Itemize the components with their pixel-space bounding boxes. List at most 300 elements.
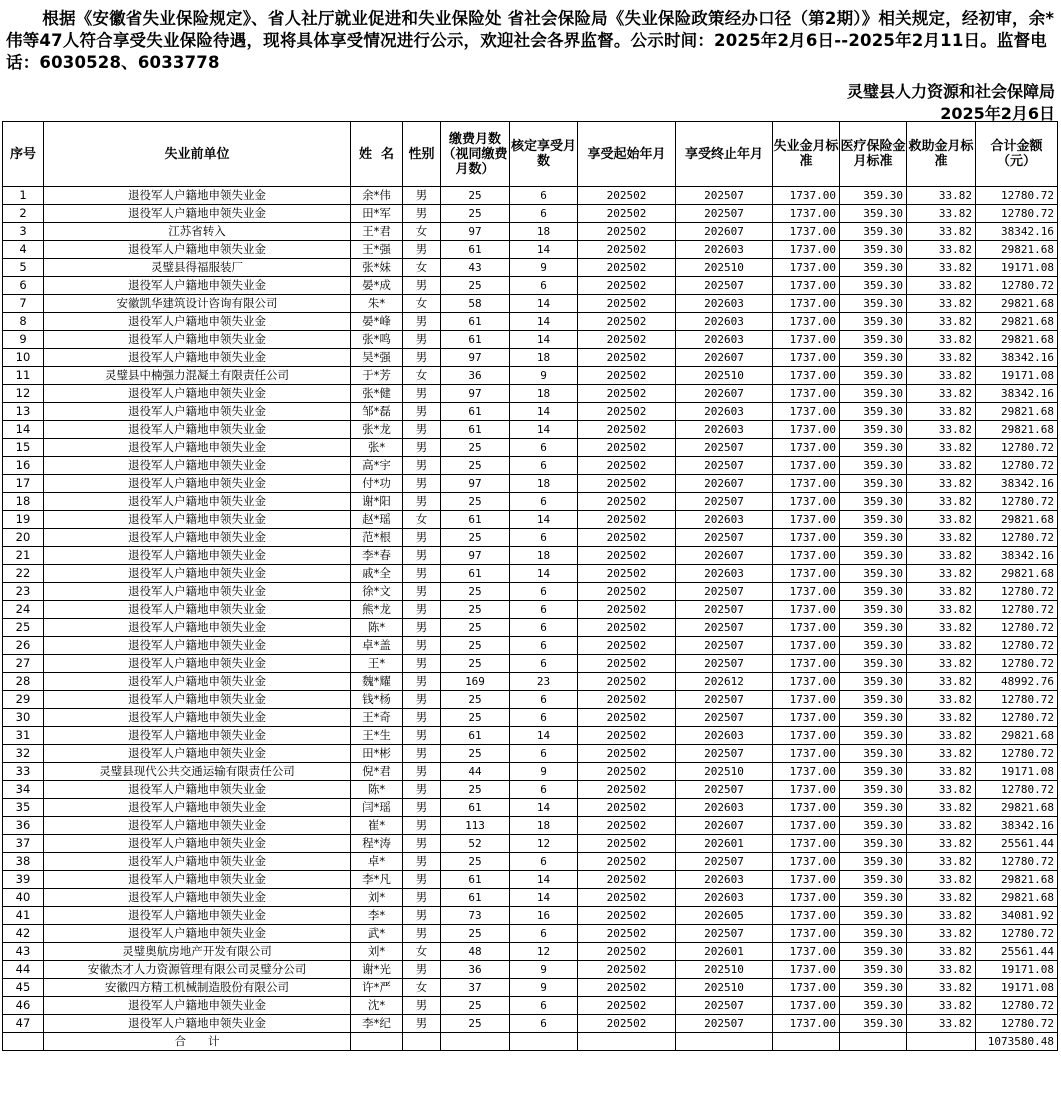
cell-end-month: 202603 — [676, 421, 773, 439]
cell-index: 24 — [3, 601, 44, 619]
cell-total-amount: 38342.16 — [976, 385, 1058, 403]
cell-former-employer: 退役军人户籍地申领失业金 — [44, 187, 351, 205]
cell-former-employer: 灵璧县得福服装厂 — [44, 259, 351, 277]
cell-total-amount: 29821.68 — [976, 727, 1058, 745]
cell-relief-standard: 33.82 — [907, 943, 976, 961]
cell-relief-standard: 33.82 — [907, 187, 976, 205]
cell-index: 42 — [3, 925, 44, 943]
cell-end-month: 202603 — [676, 799, 773, 817]
cell-benefit-standard: 1737.00 — [773, 781, 840, 799]
cell-former-employer: 灵璧奥航房地产开发有限公司 — [44, 943, 351, 961]
cell-former-employer: 退役军人户籍地申领失业金 — [44, 439, 351, 457]
cell-contribution-months: 73 — [441, 907, 510, 925]
cell-gender: 男 — [403, 493, 441, 511]
cell-total-amount: 12780.72 — [976, 745, 1058, 763]
notice-text: 根据《安徽省失业保险规定》、省人社厅就业促进和失业保险处 省社会保险局《失业保险政策经办口径（第2期）》相关规定，经初审，余*伟等47人符合享受失业保险待遇，现将具体享受情况进行公示，欢迎社会各界监督。公示时间：2025年2月6日--2025年2月11日。监督电话：6030528、6033778 — [6, 9, 1055, 72]
cell-medical-standard: 359.30 — [840, 799, 907, 817]
cell-gender: 男 — [403, 385, 441, 403]
cell-start-month: 202502 — [578, 961, 676, 979]
cell-former-employer: 退役军人户籍地申领失业金 — [44, 835, 351, 853]
cell-end-month: 202507 — [676, 619, 773, 637]
table-row — [3, 331, 1058, 349]
cell-relief-standard: 33.82 — [907, 457, 976, 475]
cell-former-employer: 江苏省转入 — [44, 223, 351, 241]
table-row — [3, 313, 1058, 331]
cell-index: 44 — [3, 961, 44, 979]
table-row — [3, 475, 1058, 493]
cell-relief-standard: 33.82 — [907, 835, 976, 853]
cell-total-amount: 12780.72 — [976, 1015, 1058, 1033]
cell-medical-standard: 359.30 — [840, 727, 907, 745]
cell-name: 赵*瑶 — [351, 511, 403, 529]
cell-name: 谢*阳 — [351, 493, 403, 511]
cell-approved-months: 6 — [510, 457, 578, 475]
cell-name: 崔* — [351, 817, 403, 835]
cell-medical-standard: 359.30 — [840, 457, 907, 475]
cell-medical-standard: 359.30 — [840, 925, 907, 943]
cell-gender: 男 — [403, 727, 441, 745]
cell-former-employer: 退役军人户籍地申领失业金 — [44, 313, 351, 331]
cell-name: 徐*文 — [351, 583, 403, 601]
cell-end-month: 202507 — [676, 637, 773, 655]
cell-index: 41 — [3, 907, 44, 925]
cell-relief-standard: 33.82 — [907, 547, 976, 565]
cell-approved-months: 6 — [510, 583, 578, 601]
cell-medical-standard: 359.30 — [840, 295, 907, 313]
cell-medical-standard: 359.30 — [840, 493, 907, 511]
header-benefit-standard: 失业金月标准 — [773, 122, 840, 187]
cell-former-employer: 退役军人户籍地申领失业金 — [44, 727, 351, 745]
cell-contribution-months: 61 — [441, 727, 510, 745]
cell-index: 25 — [3, 619, 44, 637]
cell-medical-standard: 359.30 — [840, 601, 907, 619]
cell-contribution-months: 36 — [441, 367, 510, 385]
cell-approved-months: 14 — [510, 889, 578, 907]
cell-start-month: 202502 — [578, 385, 676, 403]
header-relief-standard: 救助金月标准 — [907, 122, 976, 187]
cell-start-month: 202502 — [578, 529, 676, 547]
cell-contribution-months: 61 — [441, 241, 510, 259]
cell-name: 张*妹 — [351, 259, 403, 277]
cell-name: 李*凡 — [351, 871, 403, 889]
cell-start-month: 202502 — [578, 493, 676, 511]
cell-name: 付*功 — [351, 475, 403, 493]
cell-name: 张* — [351, 439, 403, 457]
cell-medical-standard: 359.30 — [840, 637, 907, 655]
cell-benefit-standard: 1737.00 — [773, 691, 840, 709]
cell-start-month: 202502 — [578, 835, 676, 853]
table-row — [3, 817, 1058, 835]
cell-end-month: 202507 — [676, 583, 773, 601]
cell-approved-months: 14 — [510, 871, 578, 889]
cell-approved-months: 18 — [510, 475, 578, 493]
cell-index: 2 — [3, 205, 44, 223]
table-row — [3, 943, 1058, 961]
cell-contribution-months: 97 — [441, 223, 510, 241]
cell-contribution-months: 97 — [441, 385, 510, 403]
cell-total-amount: 38342.16 — [976, 349, 1058, 367]
cell-contribution-months: 25 — [441, 457, 510, 475]
cell-medical-standard: 359.30 — [840, 997, 907, 1015]
cell-approved-months: 12 — [510, 943, 578, 961]
cell-former-employer: 退役军人户籍地申领失业金 — [44, 403, 351, 421]
cell-contribution-months: 61 — [441, 889, 510, 907]
cell-name: 王* — [351, 655, 403, 673]
cell-medical-standard: 359.30 — [840, 781, 907, 799]
cell-index: 39 — [3, 871, 44, 889]
cell-end-month: 202601 — [676, 835, 773, 853]
cell-contribution-months: 25 — [441, 997, 510, 1015]
cell-benefit-standard: 1737.00 — [773, 457, 840, 475]
cell-benefit-standard: 1737.00 — [773, 439, 840, 457]
table-row — [3, 871, 1058, 889]
cell-name: 李*纪 — [351, 1015, 403, 1033]
cell-benefit-standard: 1737.00 — [773, 187, 840, 205]
cell-index: 9 — [3, 331, 44, 349]
cell-gender: 女 — [403, 979, 441, 997]
cell-approved-months: 14 — [510, 331, 578, 349]
cell-start-month: 202502 — [578, 223, 676, 241]
cell-benefit-standard: 1737.00 — [773, 583, 840, 601]
cell-total-amount: 19171.08 — [976, 961, 1058, 979]
cell-benefit-standard: 1737.00 — [773, 799, 840, 817]
cell-relief-standard: 33.82 — [907, 781, 976, 799]
header-name: 姓 名 — [351, 122, 403, 187]
cell-gender: 男 — [403, 277, 441, 295]
cell-index: 27 — [3, 655, 44, 673]
cell-start-month: 202502 — [578, 943, 676, 961]
cell-index: 26 — [3, 637, 44, 655]
cell-benefit-standard: 1737.00 — [773, 205, 840, 223]
cell-end-month: 202507 — [676, 439, 773, 457]
cell-relief-standard: 33.82 — [907, 511, 976, 529]
cell-index: 10 — [3, 349, 44, 367]
table-row — [3, 295, 1058, 313]
cell-contribution-months: 25 — [441, 187, 510, 205]
cell-end-month: 202607 — [676, 817, 773, 835]
cell-former-employer: 退役军人户籍地申领失业金 — [44, 817, 351, 835]
cell-name: 余*伟 — [351, 187, 403, 205]
cell-benefit-standard: 1737.00 — [773, 997, 840, 1015]
cell-relief-standard: 33.82 — [907, 655, 976, 673]
cell-name: 程*涛 — [351, 835, 403, 853]
cell-total-amount: 48992.76 — [976, 673, 1058, 691]
cell-benefit-standard: 1737.00 — [773, 961, 840, 979]
cell-total-amount: 12780.72 — [976, 277, 1058, 295]
cell-benefit-standard: 1737.00 — [773, 529, 840, 547]
cell-benefit-standard: 1737.00 — [773, 673, 840, 691]
table-row — [3, 277, 1058, 295]
cell-former-employer: 退役军人户籍地申领失业金 — [44, 853, 351, 871]
cell-medical-standard: 359.30 — [840, 241, 907, 259]
cell-index: 6 — [3, 277, 44, 295]
cell-end-month: 202507 — [676, 781, 773, 799]
cell-gender: 女 — [403, 259, 441, 277]
cell-relief-standard: 33.82 — [907, 691, 976, 709]
cell-approved-months: 6 — [510, 1015, 578, 1033]
cell-relief-standard: 33.82 — [907, 709, 976, 727]
cell-approved-months: 14 — [510, 241, 578, 259]
cell-end-month: 202603 — [676, 565, 773, 583]
cell-relief-standard: 33.82 — [907, 961, 976, 979]
cell-start-month: 202502 — [578, 619, 676, 637]
cell-gender: 男 — [403, 835, 441, 853]
cell-total-amount: 25561.44 — [976, 943, 1058, 961]
cell-name: 钱*杨 — [351, 691, 403, 709]
cell-medical-standard: 359.30 — [840, 871, 907, 889]
cell-start-month: 202502 — [578, 709, 676, 727]
cell-approved-months: 9 — [510, 763, 578, 781]
table-row — [3, 925, 1058, 943]
cell-former-employer: 退役军人户籍地申领失业金 — [44, 1015, 351, 1033]
cell-former-employer: 安徽凯华建筑设计咨询有限公司 — [44, 295, 351, 313]
cell-total-amount: 12780.72 — [976, 925, 1058, 943]
cell-medical-standard: 359.30 — [840, 223, 907, 241]
cell-gender: 男 — [403, 529, 441, 547]
cell-name: 高*宇 — [351, 457, 403, 475]
cell-end-month: 202607 — [676, 223, 773, 241]
table-row — [3, 835, 1058, 853]
cell-contribution-months: 25 — [441, 691, 510, 709]
cell-gender: 男 — [403, 889, 441, 907]
cell-former-employer: 退役军人户籍地申领失业金 — [44, 547, 351, 565]
cell-end-month: 202507 — [676, 187, 773, 205]
cell-former-employer: 退役军人户籍地申领失业金 — [44, 655, 351, 673]
cell-name: 李*春 — [351, 547, 403, 565]
cell-index: 16 — [3, 457, 44, 475]
cell-start-month: 202502 — [578, 259, 676, 277]
cell-medical-standard: 359.30 — [840, 763, 907, 781]
cell-benefit-standard: 1737.00 — [773, 871, 840, 889]
cell-gender: 男 — [403, 547, 441, 565]
table-row — [3, 655, 1058, 673]
cell-name: 朱* — [351, 295, 403, 313]
cell-start-month: 202502 — [578, 853, 676, 871]
table-row — [3, 403, 1058, 421]
cell-index: 43 — [3, 943, 44, 961]
cell-relief-standard: 33.82 — [907, 349, 976, 367]
cell-start-month: 202502 — [578, 565, 676, 583]
cell-gender: 男 — [403, 763, 441, 781]
cell-relief-standard: 33.82 — [907, 277, 976, 295]
cell-contribution-months: 97 — [441, 349, 510, 367]
cell-end-month: 202603 — [676, 727, 773, 745]
cell-approved-months: 16 — [510, 907, 578, 925]
cell-relief-standard: 33.82 — [907, 601, 976, 619]
cell-approved-months: 14 — [510, 511, 578, 529]
cell-end-month: 202510 — [676, 763, 773, 781]
table-row — [3, 745, 1058, 763]
cell-total-amount: 38342.16 — [976, 817, 1058, 835]
table-row — [3, 961, 1058, 979]
cell-end-month: 202603 — [676, 871, 773, 889]
table-row — [3, 709, 1058, 727]
table-row — [3, 457, 1058, 475]
total-empty-cell — [840, 1033, 907, 1051]
cell-relief-standard: 33.82 — [907, 853, 976, 871]
cell-end-month: 202507 — [676, 205, 773, 223]
cell-benefit-standard: 1737.00 — [773, 313, 840, 331]
cell-relief-standard: 33.82 — [907, 331, 976, 349]
cell-index: 37 — [3, 835, 44, 853]
cell-total-amount: 12780.72 — [976, 583, 1058, 601]
cell-index: 34 — [3, 781, 44, 799]
cell-contribution-months: 25 — [441, 619, 510, 637]
cell-former-employer: 退役军人户籍地申领失业金 — [44, 907, 351, 925]
cell-benefit-standard: 1737.00 — [773, 601, 840, 619]
cell-approved-months: 12 — [510, 835, 578, 853]
cell-index: 3 — [3, 223, 44, 241]
cell-index: 7 — [3, 295, 44, 313]
header-total-amount: 合计金额（元） — [976, 122, 1058, 187]
cell-former-employer: 退役军人户籍地申领失业金 — [44, 529, 351, 547]
cell-medical-standard: 359.30 — [840, 709, 907, 727]
cell-index: 23 — [3, 583, 44, 601]
cell-start-month: 202502 — [578, 601, 676, 619]
cell-benefit-standard: 1737.00 — [773, 925, 840, 943]
cell-medical-standard: 359.30 — [840, 439, 907, 457]
cell-benefit-standard: 1737.00 — [773, 223, 840, 241]
cell-start-month: 202502 — [578, 205, 676, 223]
cell-benefit-standard: 1737.00 — [773, 835, 840, 853]
cell-contribution-months: 25 — [441, 583, 510, 601]
cell-gender: 男 — [403, 709, 441, 727]
cell-contribution-months: 169 — [441, 673, 510, 691]
cell-gender: 女 — [403, 367, 441, 385]
cell-start-month: 202502 — [578, 475, 676, 493]
cell-contribution-months: 48 — [441, 943, 510, 961]
cell-total-amount: 29821.68 — [976, 403, 1058, 421]
header-medical-standard: 医疗保险金月标准 — [840, 122, 907, 187]
table-row — [3, 241, 1058, 259]
cell-approved-months: 6 — [510, 853, 578, 871]
cell-medical-standard: 359.30 — [840, 331, 907, 349]
cell-approved-months: 9 — [510, 961, 578, 979]
cell-contribution-months: 25 — [441, 781, 510, 799]
cell-gender: 男 — [403, 601, 441, 619]
cell-total-amount: 12780.72 — [976, 619, 1058, 637]
cell-end-month: 202507 — [676, 925, 773, 943]
cell-gender: 男 — [403, 313, 441, 331]
cell-contribution-months: 25 — [441, 1015, 510, 1033]
cell-index: 32 — [3, 745, 44, 763]
cell-relief-standard: 33.82 — [907, 637, 976, 655]
cell-former-employer: 退役军人户籍地申领失业金 — [44, 349, 351, 367]
cell-medical-standard: 359.30 — [840, 853, 907, 871]
cell-relief-standard: 33.82 — [907, 979, 976, 997]
cell-index: 20 — [3, 529, 44, 547]
cell-start-month: 202502 — [578, 295, 676, 313]
cell-start-month: 202502 — [578, 547, 676, 565]
cell-start-month: 202502 — [578, 331, 676, 349]
cell-gender: 男 — [403, 583, 441, 601]
cell-approved-months: 6 — [510, 745, 578, 763]
table-row — [3, 529, 1058, 547]
cell-relief-standard: 33.82 — [907, 259, 976, 277]
cell-former-employer: 退役军人户籍地申领失业金 — [44, 691, 351, 709]
cell-gender: 男 — [403, 925, 441, 943]
cell-benefit-standard: 1737.00 — [773, 493, 840, 511]
cell-approved-months: 6 — [510, 205, 578, 223]
cell-start-month: 202502 — [578, 367, 676, 385]
cell-benefit-standard: 1737.00 — [773, 259, 840, 277]
cell-medical-standard: 359.30 — [840, 475, 907, 493]
cell-gender: 男 — [403, 187, 441, 205]
cell-gender: 男 — [403, 475, 441, 493]
cell-start-month: 202502 — [578, 349, 676, 367]
cell-relief-standard: 33.82 — [907, 367, 976, 385]
cell-benefit-standard: 1737.00 — [773, 547, 840, 565]
cell-benefit-standard: 1737.00 — [773, 907, 840, 925]
cell-gender: 女 — [403, 511, 441, 529]
table-row — [3, 547, 1058, 565]
cell-index: 14 — [3, 421, 44, 439]
cell-relief-standard: 33.82 — [907, 205, 976, 223]
cell-approved-months: 6 — [510, 925, 578, 943]
cell-relief-standard: 33.82 — [907, 889, 976, 907]
cell-former-employer: 退役军人户籍地申领失业金 — [44, 925, 351, 943]
cell-former-employer: 灵璧县中楠强力混凝土有限责任公司 — [44, 367, 351, 385]
cell-end-month: 202601 — [676, 943, 773, 961]
cell-relief-standard: 33.82 — [907, 529, 976, 547]
cell-former-employer: 退役军人户籍地申领失业金 — [44, 385, 351, 403]
table-row — [3, 601, 1058, 619]
cell-benefit-standard: 1737.00 — [773, 853, 840, 871]
cell-index: 30 — [3, 709, 44, 727]
cell-total-amount: 12780.72 — [976, 997, 1058, 1015]
cell-approved-months: 6 — [510, 655, 578, 673]
issuer-name: 灵璧县人力资源和社会保障局 — [846, 82, 1055, 101]
cell-name: 倪*君 — [351, 763, 403, 781]
cell-benefit-standard: 1737.00 — [773, 565, 840, 583]
cell-former-employer: 退役军人户籍地申领失业金 — [44, 997, 351, 1015]
cell-gender: 男 — [403, 1015, 441, 1033]
cell-benefit-standard: 1737.00 — [773, 979, 840, 997]
cell-name: 刘* — [351, 889, 403, 907]
cell-index: 31 — [3, 727, 44, 745]
cell-benefit-standard: 1737.00 — [773, 349, 840, 367]
cell-gender: 男 — [403, 907, 441, 925]
cell-total-amount: 38342.16 — [976, 547, 1058, 565]
cell-medical-standard: 359.30 — [840, 619, 907, 637]
cell-contribution-months: 25 — [441, 745, 510, 763]
cell-former-employer: 退役军人户籍地申领失业金 — [44, 511, 351, 529]
cell-gender: 女 — [403, 943, 441, 961]
cell-start-month: 202502 — [578, 403, 676, 421]
cell-medical-standard: 359.30 — [840, 313, 907, 331]
cell-former-employer: 退役军人户籍地申领失业金 — [44, 277, 351, 295]
cell-medical-standard: 359.30 — [840, 907, 907, 925]
cell-end-month: 202507 — [676, 529, 773, 547]
cell-start-month: 202502 — [578, 745, 676, 763]
table-row — [3, 421, 1058, 439]
cell-gender: 男 — [403, 457, 441, 475]
cell-total-amount: 29821.68 — [976, 421, 1058, 439]
table-row — [3, 187, 1058, 205]
cell-total-amount: 29821.68 — [976, 295, 1058, 313]
table-row — [3, 889, 1058, 907]
table-row — [3, 637, 1058, 655]
cell-end-month: 202603 — [676, 295, 773, 313]
cell-medical-standard: 359.30 — [840, 889, 907, 907]
cell-former-employer: 退役军人户籍地申领失业金 — [44, 583, 351, 601]
table-row — [3, 583, 1058, 601]
table-row — [3, 691, 1058, 709]
cell-start-month: 202502 — [578, 673, 676, 691]
cell-contribution-months: 25 — [441, 277, 510, 295]
table-row — [3, 439, 1058, 457]
cell-name: 王*强 — [351, 241, 403, 259]
